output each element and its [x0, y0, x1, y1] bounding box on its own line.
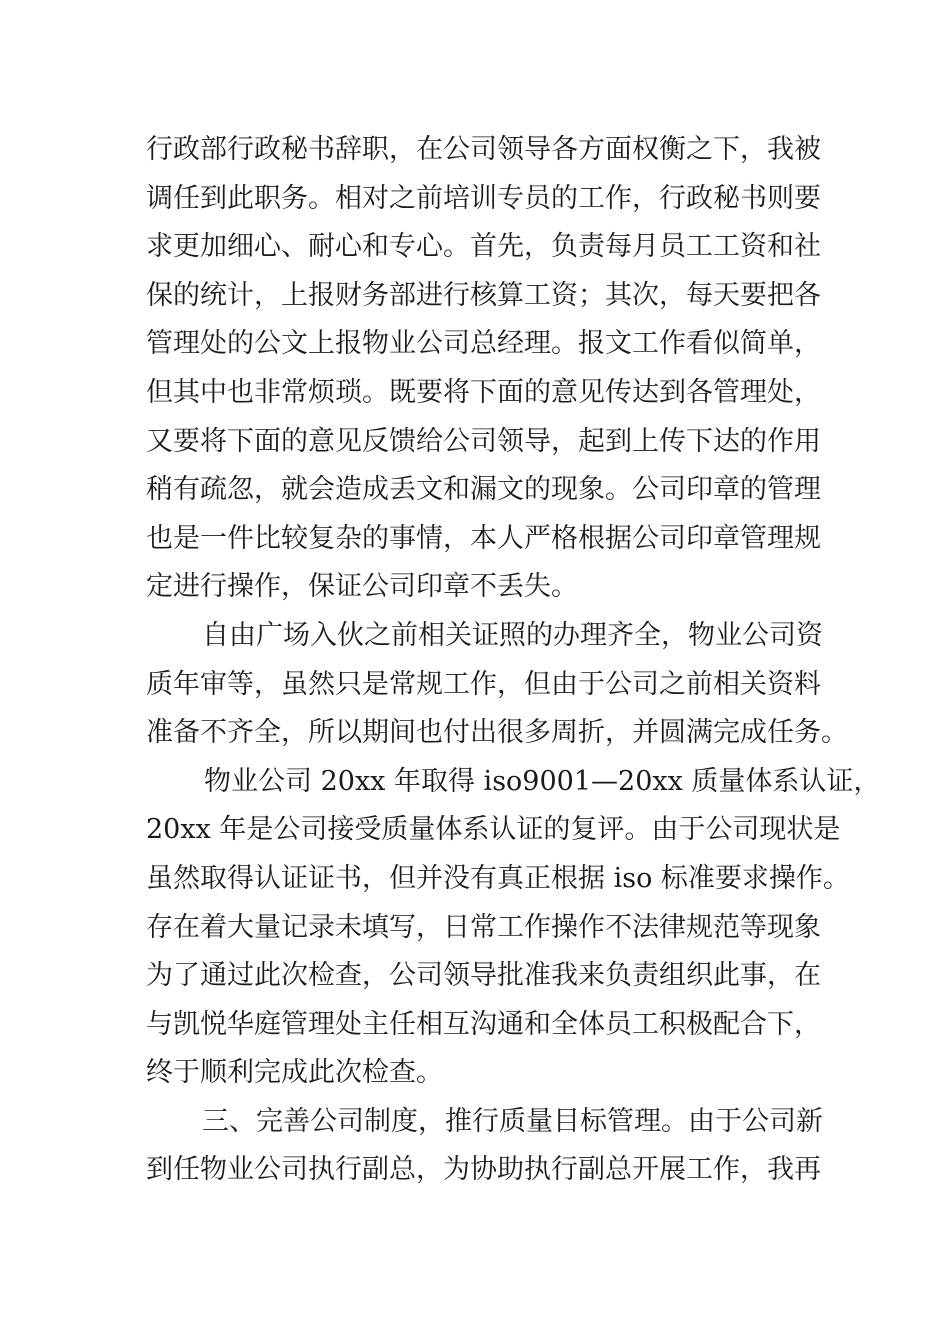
paragraph-line: 准备不齐全，所以期间也付出很多周折，并圆满完成任务。: [146, 717, 848, 749]
paragraph-line: 终于顺利完成此次检查。: [146, 1057, 443, 1089]
paragraph-line: 管理处的公文上报物业公司总经理。报文工作看似简单，: [146, 328, 821, 360]
paragraph-line: 20xx 年是公司接受质量体系认证的复评。由于公司现状是: [146, 814, 841, 846]
paragraph-line: 求更加细心、耐心和专心。首先，负责每月员工工资和社: [146, 231, 821, 263]
paragraph-line: 自由广场入伙之前相关证照的办理齐全，物业公司资: [202, 619, 823, 651]
paragraph-line: 存在着大量记录未填写，日常工作操作不法律规范等现象: [146, 911, 821, 943]
paragraph-line: 也是一件比较复杂的事情，本人严格根据公司印章管理规: [146, 522, 821, 554]
paragraph-line: 与凯悦华庭管理处主任相互沟通和全体员工积极配合下，: [146, 1008, 821, 1040]
paragraph-line: 质年审等，虽然只是常规工作，但由于公司之前相关资料: [146, 668, 821, 700]
paragraph-line: 定进行操作，保证公司印章不丢失。: [146, 571, 578, 603]
paragraph-line: 保的统计，上报财务部进行核算工资；其次，每天要把各: [146, 279, 821, 311]
paragraph-line: 到任物业公司执行副总，为协助执行副总开展工作，我再: [146, 1154, 821, 1186]
paragraph-line: 虽然取得认证证书，但并没有真正根据 iso 标准要求操作。: [146, 862, 850, 894]
paragraph-line: 物业公司 20xx 年取得 iso9001—20xx 质量体系认证，: [204, 765, 881, 797]
paragraph-line: 又要将下面的意见反馈给公司领导，起到上传下达的作用: [146, 425, 821, 457]
paragraph-line: 三、完善公司制度，推行质量目标管理。由于公司新: [202, 1105, 823, 1137]
paragraph-line: 为了通过此次检查，公司领导批准我来负责组织此事，在: [146, 960, 821, 992]
paragraph-line: 但其中也非常烦琐。既要将下面的意见传达到各管理处，: [146, 376, 821, 408]
paragraph-line: 行政部行政秘书辞职，在公司领导各方面权衡之下，我被: [146, 134, 821, 165]
body-text: [146, 126, 881, 1195]
paragraph-line: 调任到此职务。相对之前培训专员的工作，行政秘书则要: [146, 182, 821, 214]
paragraph-line: 稍有疏忽，就会造成丢文和漏文的现象。公司印章的管理: [146, 474, 821, 506]
